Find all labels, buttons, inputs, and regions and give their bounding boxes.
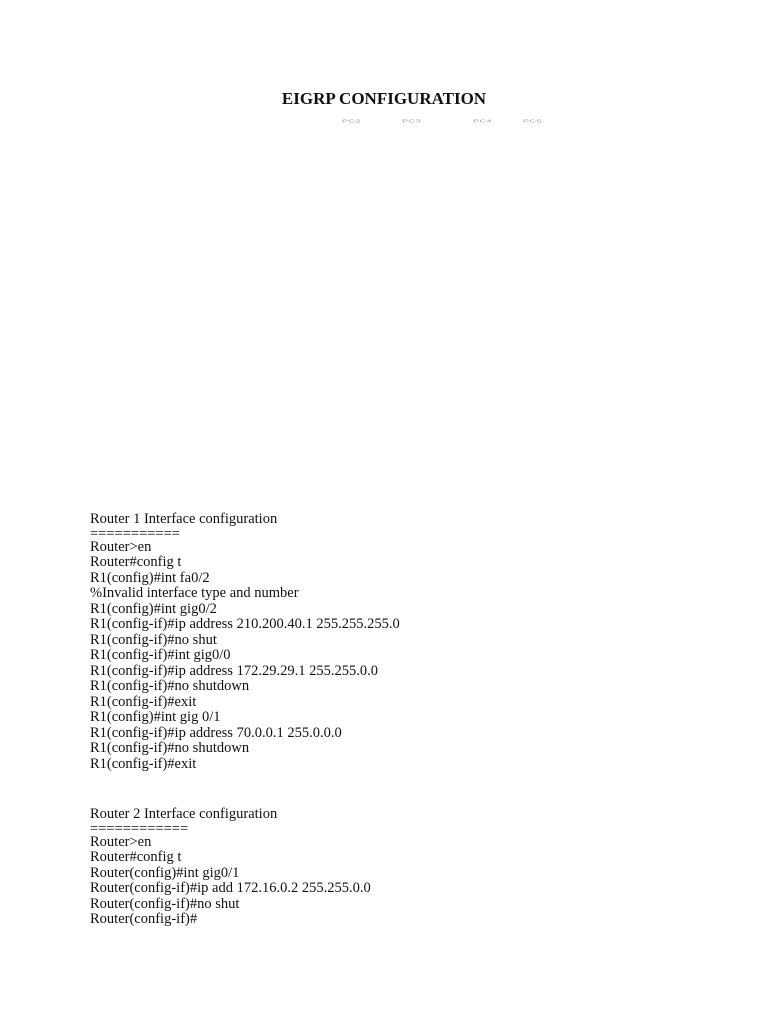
config-line: R1(config)#int fa0/2	[90, 569, 210, 586]
config-line: Router>en	[90, 538, 152, 555]
diagram-label: PC5	[523, 118, 543, 124]
page-title: EIGRP CONFIGURATION	[281, 89, 487, 108]
network-diagram-fragment	[330, 116, 570, 136]
config-line: Router(config-if)#	[90, 911, 198, 927]
config-line: %Invalid interface type and number	[90, 585, 299, 601]
router1-config-section	[90, 512, 730, 772]
heading-underline: ============	[90, 820, 189, 837]
config-line: R1(config-if)#no shutdown	[90, 678, 250, 694]
heading-underline: ===========	[90, 525, 180, 542]
config-line: R1(config-if)#no shutdown	[90, 740, 250, 756]
diagram-label: PC2	[342, 118, 362, 124]
router2-config-section	[90, 807, 730, 928]
config-line: R1(config)#int gig 0/1	[90, 709, 221, 725]
diagram-label: PC3	[402, 118, 422, 124]
section-heading: Router 1 Interface configuration	[90, 511, 278, 527]
section-heading: Router 2 Interface configuration	[90, 806, 278, 822]
config-line: Router(config-if)#no shut	[90, 895, 240, 912]
config-line: R1(config-if)#exit	[90, 755, 197, 772]
config-line: R1(config-if)#no shut	[90, 631, 217, 648]
config-line: Router>en	[90, 833, 152, 850]
config-line: R1(config)#int gig0/2	[90, 600, 217, 617]
config-line: R1(config-if)#ip address 210.200.40.1 255.255.255.0	[90, 616, 400, 632]
config-line: R1(config-if)#int gig0/0	[90, 647, 231, 663]
config-line: R1(config-if)#ip address 172.29.29.1 255.255.0.0	[90, 662, 378, 679]
config-line: Router#config t	[90, 554, 182, 570]
config-line: R1(config-if)#exit	[90, 693, 197, 710]
config-line: Router#config t	[90, 849, 182, 865]
diagram-label: PC4	[473, 118, 493, 124]
config-line: R1(config-if)#ip address 70.0.0.1 255.0.0.0	[90, 724, 342, 741]
config-line: Router(config)#int gig0/1	[90, 864, 240, 881]
config-line: Router(config-if)#ip add 172.16.0.2 255.255.0.0	[90, 880, 371, 896]
